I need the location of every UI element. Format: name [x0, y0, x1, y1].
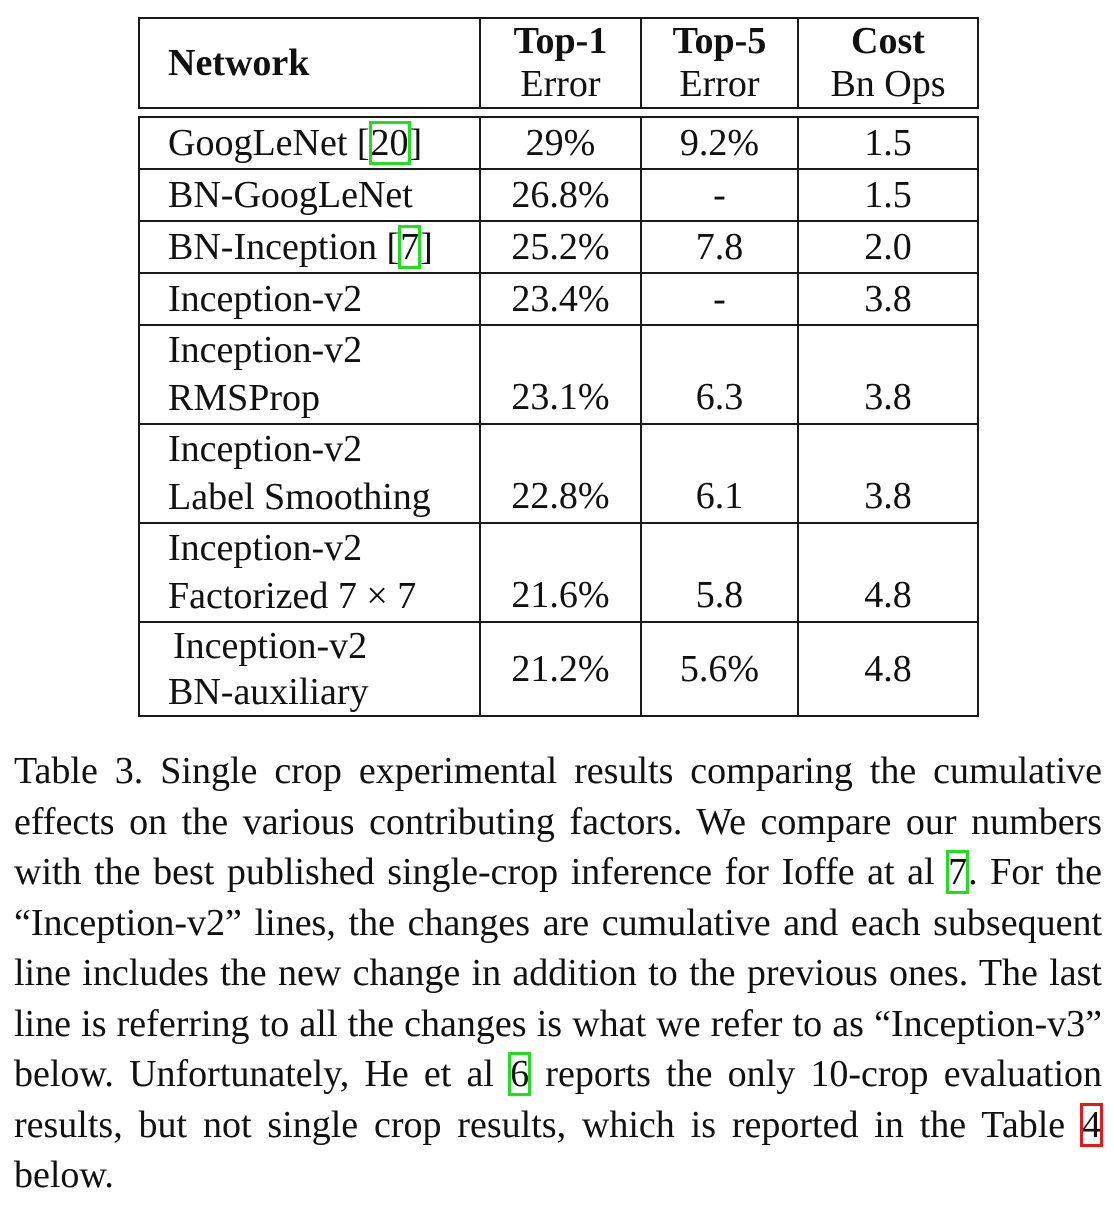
header-network-label: Network — [168, 41, 310, 84]
network-name-line2: Label Smoothing — [168, 476, 431, 518]
top5-cell: - — [641, 169, 798, 221]
caption-text: Table 3. Single crop experimental results comparing the cumulative effects on the various contributing factors. We compare our numbers with the best published single-crop inference for Ioffe at al — [14, 750, 1102, 893]
top5-cell: - — [641, 273, 798, 325]
header-top1-line1: Top-1 — [513, 20, 608, 63]
top5-cell: 9.2% — [641, 117, 798, 169]
table-row — [139, 273, 978, 325]
citation-link[interactable]: 7 — [400, 225, 420, 268]
cost-cell: 1.5 — [798, 117, 978, 169]
cost-cell: 2.0 — [798, 221, 978, 273]
network-name-suffix: ] — [409, 121, 423, 164]
table-reference-link[interactable]: 4 — [1082, 1103, 1101, 1146]
network-name-line2: BN-auxiliary — [168, 671, 369, 713]
top1-cell: 25.2% — [480, 221, 641, 273]
header-top1-line2: Error — [520, 63, 601, 105]
network-cell — [139, 325, 480, 424]
cost-cell: 3.8 — [798, 273, 978, 325]
table-header-row — [139, 18, 978, 108]
header-cost — [798, 18, 978, 108]
table-row — [139, 169, 978, 221]
network-name-line2: RMSProp — [168, 377, 321, 419]
top1-cell: 23.4% — [480, 273, 641, 325]
table-row — [139, 325, 978, 424]
network-cell — [139, 424, 480, 523]
network-name-line2: Factorized 7 × 7 — [168, 575, 417, 617]
table-caption — [14, 746, 1102, 1201]
network-name-line1: Inception-v2 — [168, 527, 363, 569]
header-top5-line2: Error — [679, 63, 760, 105]
top1-cell: 26.8% — [480, 169, 641, 221]
network-cell — [139, 523, 480, 622]
table-row — [139, 622, 978, 716]
citation-link[interactable]: 20 — [370, 121, 409, 164]
caption-text: . For the “Inception-v2” lines, the changes are cumulative and each subsequent line includes the new change in addition to the previous ones. The last line is referring to all the changes is what we refer to as “Inception-v3” below. Unfortunately, He et al — [14, 851, 1102, 1095]
header-separator — [139, 108, 978, 117]
header-top5-line1: Top-5 — [672, 20, 767, 63]
network-name-line1: Inception-v2 — [168, 329, 363, 371]
cost-cell: 1.5 — [798, 169, 978, 221]
table-row — [139, 523, 978, 622]
network-cell — [139, 622, 480, 716]
caption-text: below. — [14, 1154, 114, 1196]
header-top1 — [480, 18, 641, 108]
header-cost-line1: Cost — [851, 20, 925, 63]
cost-cell: 3.8 — [798, 325, 978, 424]
top1-cell: 21.2% — [480, 622, 641, 716]
header-network — [139, 18, 480, 108]
top1-cell: 29% — [480, 117, 641, 169]
cost-cell: 4.8 — [798, 622, 978, 716]
network-cell: Inception-v2 — [139, 273, 480, 325]
cost-cell: 4.8 — [798, 523, 978, 622]
results-table — [138, 17, 979, 717]
top1-cell: 22.8% — [480, 424, 641, 523]
network-cell — [139, 117, 480, 169]
top5-cell: 6.3 — [641, 325, 798, 424]
network-name-line1: Inception-v2 — [173, 625, 368, 667]
top5-cell: 6.1 — [641, 424, 798, 523]
network-cell: BN-GoogLeNet — [139, 169, 480, 221]
top5-cell: 7.8 — [641, 221, 798, 273]
top1-cell: 23.1% — [480, 325, 641, 424]
network-cell — [139, 221, 480, 273]
cost-cell: 3.8 — [798, 424, 978, 523]
table-row — [139, 424, 978, 523]
table-row — [139, 117, 978, 169]
network-name-suffix: ] — [420, 225, 433, 268]
top5-cell: 5.6% — [641, 622, 798, 716]
top5-cell: 5.8 — [641, 523, 798, 622]
citation-link[interactable]: 6 — [510, 1053, 530, 1095]
top1-cell: 21.6% — [480, 523, 641, 622]
header-cost-line2: Bn Ops — [830, 63, 946, 105]
network-name: GoogLeNet [ — [168, 121, 370, 164]
network-name: BN-Inception [ — [168, 225, 400, 268]
caption-text: reports the only 10-crop evaluation results, but not single crop results, which is reported in the Table — [14, 1053, 1103, 1146]
header-top5 — [641, 18, 798, 108]
table-row — [139, 221, 978, 273]
network-name-line1: Inception-v2 — [168, 428, 363, 470]
citation-link[interactable]: 7 — [948, 851, 968, 893]
